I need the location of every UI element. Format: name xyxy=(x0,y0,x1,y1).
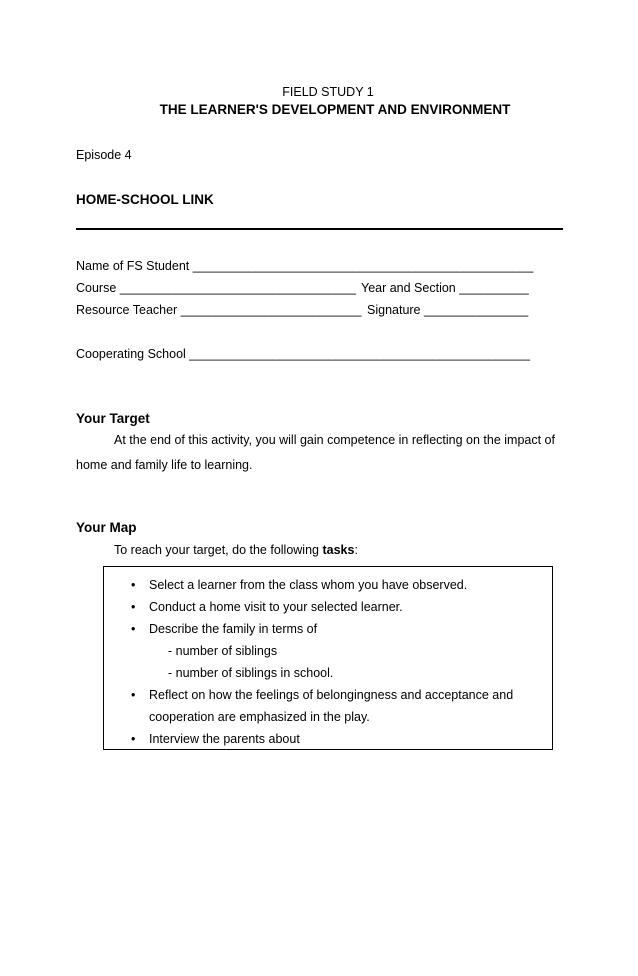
subtask-item: - number of siblings in school. xyxy=(168,666,334,680)
episode-label: Episode 4 xyxy=(76,148,132,162)
bullet-icon: • xyxy=(131,732,136,746)
map-intro xyxy=(114,543,358,557)
cooperating-school-field[interactable]: Cooperating School _________________________________________________ xyxy=(76,347,530,361)
map-intro-bold: tasks xyxy=(322,543,355,557)
student-name-field[interactable]: Name of FS Student _________________________________________________ xyxy=(76,259,534,273)
bullet-icon: • xyxy=(131,578,136,592)
bullet-icon: • xyxy=(131,622,136,636)
resource-teacher-field[interactable]: Resource Teacher __________________________ xyxy=(76,303,362,317)
map-intro-colon: : xyxy=(354,543,358,557)
target-heading: Your Target xyxy=(76,411,150,426)
map-heading: Your Map xyxy=(76,520,137,535)
course-label: FIELD STUDY 1 xyxy=(282,85,374,99)
task-item: Select a learner from the class whom you have observed. xyxy=(149,578,468,592)
task-item: Conduct a home visit to your selected learner. xyxy=(149,600,403,614)
section-title: HOME-SCHOOL LINK xyxy=(76,192,214,207)
target-paragraph: At the end of this activity, you will gain competence in reflecting on the impact of home and family life to learning. xyxy=(76,433,555,472)
bullet-icon: • xyxy=(131,600,136,614)
map-intro-text: To reach your target, do the following xyxy=(114,543,323,557)
course-field[interactable]: Course __________________________________ xyxy=(76,281,357,295)
task-item: Reflect on how the feelings of belongingness and acceptance and xyxy=(149,688,514,702)
task-item-continuation: cooperation are emphasized in the play. xyxy=(149,710,370,724)
signature-field[interactable]: Signature _______________ xyxy=(367,303,529,317)
task-item: Interview the parents about xyxy=(149,732,300,746)
task-item: Describe the family in terms of xyxy=(149,622,318,636)
bullet-icon: • xyxy=(131,688,136,702)
subtask-item: - number of siblings xyxy=(168,644,278,658)
horizontal-rule xyxy=(76,228,563,230)
document-title: THE LEARNER'S DEVELOPMENT AND ENVIRONMENT xyxy=(159,102,511,117)
year-section-field[interactable]: Year and Section __________ xyxy=(361,281,529,295)
